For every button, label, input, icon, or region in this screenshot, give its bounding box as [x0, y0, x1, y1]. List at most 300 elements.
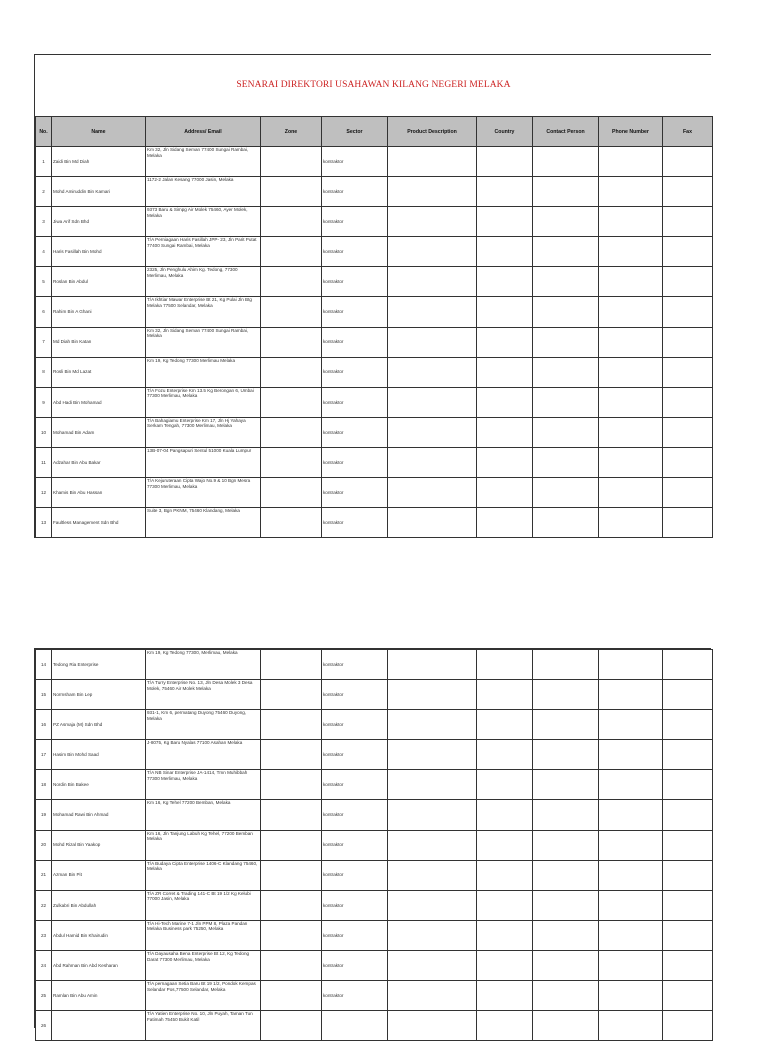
cell-sector: kontraktor — [322, 740, 388, 770]
cell-fax — [663, 417, 713, 447]
cell-contact — [533, 710, 599, 740]
cell-sector: kontraktor — [322, 207, 388, 237]
cell-no: 8 — [36, 357, 52, 387]
cell-zone — [261, 920, 322, 950]
cell-address: 13B-07-04 Pangsapuri Sentul 51000 Kuala Lumpur — [146, 447, 261, 477]
header-product: Product Description — [388, 117, 477, 147]
cell-no: 23 — [36, 920, 52, 950]
cell-name: Adzahar Bin Abu Bakar — [52, 447, 146, 477]
cell-name: Roslan Bin Abdul — [52, 267, 146, 297]
cell-country — [477, 478, 533, 508]
cell-sector: kontraktor — [322, 417, 388, 447]
cell-address: T/A Kejuruteraan Cipta Wajo No.9 & 10 Bgn Mesra 77300 Merlimau, Melaka — [146, 478, 261, 508]
table-row — [36, 860, 713, 890]
cell-contact — [533, 387, 599, 417]
directory-sheet-page-1 — [34, 54, 711, 538]
cell-product — [388, 297, 477, 327]
cell-no: 1 — [36, 147, 52, 177]
header-sector: Sector — [322, 117, 388, 147]
directory-table — [35, 116, 713, 538]
cell-product — [388, 710, 477, 740]
cell-fax — [663, 357, 713, 387]
cell-phone — [599, 710, 663, 740]
table-row — [36, 267, 713, 297]
cell-sector: kontraktor — [322, 387, 388, 417]
table-row — [36, 890, 713, 920]
header-fax: Fax — [663, 117, 713, 147]
cell-address: T/A Hi-Tech Marine 7-1 Jln PPM 8, Plaza Pandan Melaka Business park 75250, Melaka — [146, 920, 261, 950]
cell-contact — [533, 680, 599, 710]
cell-zone — [261, 237, 322, 267]
cell-contact — [533, 860, 599, 890]
cell-fax — [663, 650, 713, 680]
cell-address: T/A Yatien Enterprise No. 10, Jln Puyah, Taman Tun Fatimah 75450 Bukit Katil — [146, 1011, 261, 1041]
cell-no: 21 — [36, 860, 52, 890]
header-no: No. — [36, 117, 52, 147]
cell-fax — [663, 1011, 713, 1041]
cell-phone — [599, 508, 663, 538]
cell-phone — [599, 417, 663, 447]
cell-sector: kontraktor — [322, 147, 388, 177]
cell-fax — [663, 297, 713, 327]
table-row — [36, 147, 713, 177]
cell-no: 2 — [36, 177, 52, 207]
cell-fax — [663, 890, 713, 920]
cell-sector: kontraktor — [322, 800, 388, 830]
cell-product — [388, 981, 477, 1011]
cell-no: 12 — [36, 478, 52, 508]
cell-address: T/A Fozu Enterprise Km 13.5 Kg Berongan 6, Umbai 77300 Merlimau, Melaka — [146, 387, 261, 417]
cell-zone — [261, 890, 322, 920]
cell-zone — [261, 1011, 322, 1041]
cell-name: Nordin Bin Bakee — [52, 770, 146, 800]
table-row — [36, 327, 713, 357]
cell-contact — [533, 830, 599, 860]
cell-contact — [533, 650, 599, 680]
cell-phone — [599, 770, 663, 800]
cell-phone — [599, 147, 663, 177]
cell-fax — [663, 770, 713, 800]
cell-name: Mohd Amiruddin Bin Kamari — [52, 177, 146, 207]
cell-product — [388, 387, 477, 417]
cell-name: Azman Bin Pit — [52, 860, 146, 890]
cell-no: 5 — [36, 267, 52, 297]
cell-product — [388, 890, 477, 920]
cell-address: Km 19, Kg Tedong 77300, Merlimau, Melaka — [146, 650, 261, 680]
cell-address: T/A NB Sinar Enterprise JA-1414, Tmn Muhibbah 77300 Merlimau, Melaka — [146, 770, 261, 800]
cell-contact — [533, 800, 599, 830]
cell-name: Zulkabri Bin Abdullah — [52, 890, 146, 920]
cell-phone — [599, 950, 663, 980]
cell-zone — [261, 508, 322, 538]
cell-address: Km 32, Jln Sidang Seman 77400 Sungai Rambai, Melaka — [146, 327, 261, 357]
cell-name: Khamis Bin Abu Hassan — [52, 478, 146, 508]
header-country: Country — [477, 117, 533, 147]
cell-phone — [599, 267, 663, 297]
table-row — [36, 478, 713, 508]
cell-zone — [261, 147, 322, 177]
cell-no: 10 — [36, 417, 52, 447]
table-row — [36, 710, 713, 740]
cell-fax — [663, 950, 713, 980]
cell-name: Mohamad Bin Adam — [52, 417, 146, 447]
cell-phone — [599, 478, 663, 508]
directory-table-continued — [35, 649, 713, 1041]
cell-country — [477, 650, 533, 680]
cell-fax — [663, 740, 713, 770]
directory-sheet-page-2 — [34, 648, 711, 1028]
cell-sector: kontraktor — [322, 478, 388, 508]
cell-contact — [533, 267, 599, 297]
cell-product — [388, 357, 477, 387]
cell-name: Rahim Bin A Ghani — [52, 297, 146, 327]
cell-sector: kontraktor — [322, 680, 388, 710]
cell-sector: kontraktor — [322, 357, 388, 387]
cell-no: 24 — [36, 950, 52, 980]
cell-fax — [663, 981, 713, 1011]
cell-fax — [663, 237, 713, 267]
cell-product — [388, 920, 477, 950]
cell-address: T/A Budaya Cipta Enterprise 1406-C Klandang 75460, Melaka — [146, 860, 261, 890]
cell-contact — [533, 920, 599, 950]
cell-zone — [261, 981, 322, 1011]
cell-phone — [599, 740, 663, 770]
cell-fax — [663, 147, 713, 177]
cell-contact — [533, 147, 599, 177]
cell-product — [388, 147, 477, 177]
cell-country — [477, 327, 533, 357]
cell-fax — [663, 447, 713, 477]
cell-country — [477, 237, 533, 267]
cell-sector: kontraktor — [322, 297, 388, 327]
cell-product — [388, 478, 477, 508]
cell-phone — [599, 177, 663, 207]
cell-sector: kontraktor — [322, 710, 388, 740]
cell-product — [388, 740, 477, 770]
table-row — [36, 508, 713, 538]
cell-country — [477, 680, 533, 710]
table-row — [36, 177, 713, 207]
cell-phone — [599, 447, 663, 477]
cell-contact — [533, 417, 599, 447]
cell-zone — [261, 950, 322, 980]
cell-product — [388, 207, 477, 237]
cell-name: Haris Fasillah Bin Mohd — [52, 237, 146, 267]
cell-address: T/A Bahagiamu Enterprise Km 17, Jln Hj Yahaya Serkam Tengah, 77300 Merlimau, Melaka — [146, 417, 261, 447]
cell-no: 19 — [36, 800, 52, 830]
cell-zone — [261, 770, 322, 800]
cell-no: 17 — [36, 740, 52, 770]
cell-fax — [663, 800, 713, 830]
cell-sector: kontraktor — [322, 950, 388, 980]
cell-name: Abd Hadi Bin Mohamad — [52, 387, 146, 417]
cell-country — [477, 387, 533, 417]
cell-name — [52, 1011, 146, 1041]
cell-country — [477, 447, 533, 477]
cell-address: Km 16, Jln Tanjung Labuh Kg Tehel, 77200 Bemban Melaka — [146, 830, 261, 860]
cell-country — [477, 740, 533, 770]
cell-no: 25 — [36, 981, 52, 1011]
cell-no: 22 — [36, 890, 52, 920]
cell-product — [388, 237, 477, 267]
cell-name: Ramlan Bin Abu Amin — [52, 981, 146, 1011]
cell-country — [477, 920, 533, 950]
cell-address: T/A Turry Enterprise No. 13, Jln Desa Molek 3 Desa Molek, 75460 Air Molek Melaka — [146, 680, 261, 710]
cell-contact — [533, 890, 599, 920]
cell-contact — [533, 478, 599, 508]
cell-fax — [663, 508, 713, 538]
cell-name: Mohamad Rawi Bin Ahmad — [52, 800, 146, 830]
cell-country — [477, 770, 533, 800]
cell-no: 26 — [36, 1011, 52, 1041]
cell-no: 3 — [36, 207, 52, 237]
cell-phone — [599, 650, 663, 680]
cell-country — [477, 890, 533, 920]
table-row — [36, 830, 713, 860]
cell-contact — [533, 1011, 599, 1041]
cell-address: T/A Ikhtiar Mawar Enterprise Bt 21, Kg Pulai Jln Btg Melaka 77500 Selandar, Melaka — [146, 297, 261, 327]
cell-address: 931-1, Km 6, permatang Duyong 75460 Duyong, Melaka — [146, 710, 261, 740]
cell-fax — [663, 207, 713, 237]
cell-no: 18 — [36, 770, 52, 800]
cell-name: Mohd Rizal Bin Yaakop — [52, 830, 146, 860]
table-row — [36, 950, 713, 980]
table-row — [36, 680, 713, 710]
cell-country — [477, 177, 533, 207]
cell-sector: kontraktor — [322, 327, 388, 357]
cell-zone — [261, 478, 322, 508]
cell-sector: kontraktor — [322, 890, 388, 920]
cell-name: Normsham Bin Lep — [52, 680, 146, 710]
cell-phone — [599, 800, 663, 830]
cell-country — [477, 417, 533, 447]
cell-fax — [663, 860, 713, 890]
cell-contact — [533, 207, 599, 237]
cell-sector: kontraktor — [322, 650, 388, 680]
cell-contact — [533, 447, 599, 477]
cell-no: 4 — [36, 237, 52, 267]
cell-contact — [533, 327, 599, 357]
cell-address: 2325, Jln Penghulu Ahim Kg. Tedong, 77300 Merlimau, Melaka — [146, 267, 261, 297]
cell-phone — [599, 357, 663, 387]
cell-zone — [261, 740, 322, 770]
cell-product — [388, 950, 477, 980]
cell-country — [477, 950, 533, 980]
header-contact: Contact Person — [533, 117, 599, 147]
cell-sector: kontraktor — [322, 830, 388, 860]
cell-contact — [533, 770, 599, 800]
cell-product — [388, 267, 477, 297]
cell-zone — [261, 357, 322, 387]
cell-address: Suite 3, Bgn PKNM, 75460 Klandang, Melaka — [146, 508, 261, 538]
cell-contact — [533, 357, 599, 387]
cell-sector: kontraktor — [322, 267, 388, 297]
cell-address: 9373 Baru & Simpg Air Molek 75460, Ayer Molek, Melaka — [146, 207, 261, 237]
cell-contact — [533, 981, 599, 1011]
table-row — [36, 447, 713, 477]
cell-fax — [663, 387, 713, 417]
table-row — [36, 650, 713, 680]
cell-product — [388, 650, 477, 680]
cell-zone — [261, 297, 322, 327]
cell-sector: kontraktor — [322, 920, 388, 950]
table-row — [36, 237, 713, 267]
cell-fax — [663, 267, 713, 297]
cell-name: Abd Rahman Bin Abd Kesharan — [52, 950, 146, 980]
cell-zone — [261, 177, 322, 207]
cell-no: 15 — [36, 680, 52, 710]
document-title: SENARAI DIREKTORI USAHAWAN KILANG NEGERI MELAKA — [236, 80, 511, 90]
cell-fax — [663, 680, 713, 710]
cell-contact — [533, 508, 599, 538]
cell-zone — [261, 417, 322, 447]
cell-zone — [261, 267, 322, 297]
cell-zone — [261, 327, 322, 357]
cell-phone — [599, 860, 663, 890]
cell-product — [388, 417, 477, 447]
table-row — [36, 981, 713, 1011]
cell-product — [388, 680, 477, 710]
header-name: Name — [52, 117, 146, 147]
cell-contact — [533, 237, 599, 267]
cell-name: Jiwa Arif Sdn Bhd — [52, 207, 146, 237]
cell-fax — [663, 327, 713, 357]
cell-phone — [599, 327, 663, 357]
table-row — [36, 357, 713, 387]
cell-address: 1172-2 Jalan Kesang 77000 Jasin, Melaka — [146, 177, 261, 207]
cell-phone — [599, 830, 663, 860]
cell-country — [477, 357, 533, 387]
table-row — [36, 740, 713, 770]
cell-country — [477, 830, 533, 860]
cell-sector: kontraktor — [322, 237, 388, 267]
cell-address: T/A ZR Corret & Trading 141-C Bt 19 1/2 Kg Kelubi 77000 Jasin, Melaka — [146, 890, 261, 920]
cell-product — [388, 508, 477, 538]
cell-name: Md Diah Bin Katan — [52, 327, 146, 357]
cell-contact — [533, 177, 599, 207]
cell-product — [388, 447, 477, 477]
cell-phone — [599, 680, 663, 710]
cell-product — [388, 770, 477, 800]
cell-zone — [261, 800, 322, 830]
cell-contact — [533, 297, 599, 327]
cell-address: Km 16, Kg Tehel 77200 Bemban, Melaka — [146, 800, 261, 830]
cell-zone — [261, 447, 322, 477]
cell-name: Rosli Bin Md Lazat — [52, 357, 146, 387]
cell-sector: kontraktor — [322, 770, 388, 800]
cell-address: T/A Dayausaha Bena Enterprise Bt 12, Kg Tedong Darat 77300 Merlimau, Melaka — [146, 950, 261, 980]
cell-zone — [261, 680, 322, 710]
cell-no: 9 — [36, 387, 52, 417]
cell-no: 7 — [36, 327, 52, 357]
table-row — [36, 417, 713, 447]
cell-no: 6 — [36, 297, 52, 327]
cell-product — [388, 1011, 477, 1041]
cell-country — [477, 297, 533, 327]
cell-product — [388, 800, 477, 830]
cell-sector: kontraktor — [322, 860, 388, 890]
cell-phone — [599, 297, 663, 327]
table-row — [36, 1011, 713, 1041]
cell-fax — [663, 710, 713, 740]
cell-contact — [533, 950, 599, 980]
cell-name: Hasim Bin Mohd Saad — [52, 740, 146, 770]
cell-country — [477, 860, 533, 890]
cell-sector: kontraktor — [322, 508, 388, 538]
cell-product — [388, 860, 477, 890]
cell-country — [477, 710, 533, 740]
table-row — [36, 770, 713, 800]
cell-zone — [261, 387, 322, 417]
cell-phone — [599, 237, 663, 267]
cell-country — [477, 800, 533, 830]
cell-no: 20 — [36, 830, 52, 860]
table-row — [36, 207, 713, 237]
header-row — [36, 117, 713, 147]
table-row — [36, 800, 713, 830]
cell-address: Km 19, Kg Tedong 77300 Merlimau Melaka — [146, 357, 261, 387]
cell-sector: kontraktor — [322, 981, 388, 1011]
cell-address: Km 32, Jln Sidang Seman 77400 Sungai Rambai, Melaka — [146, 147, 261, 177]
cell-name: Abdul Hamid Bin Khairudin — [52, 920, 146, 950]
table-row — [36, 297, 713, 327]
cell-phone — [599, 920, 663, 950]
cell-zone — [261, 710, 322, 740]
cell-country — [477, 1011, 533, 1041]
cell-phone — [599, 981, 663, 1011]
cell-country — [477, 147, 533, 177]
cell-country — [477, 207, 533, 237]
cell-country — [477, 981, 533, 1011]
cell-phone — [599, 207, 663, 237]
cell-product — [388, 177, 477, 207]
cell-contact — [533, 740, 599, 770]
header-address: Address/ Email — [146, 117, 261, 147]
cell-country — [477, 508, 533, 538]
cell-fax — [663, 478, 713, 508]
header-zone: Zone — [261, 117, 322, 147]
cell-sector: kontraktor — [322, 447, 388, 477]
cell-address: T/A pernagaan Setia Baru Bt 19 1/2, Pondok Kempas Selandar Pos,77500 Selandar, Melaka — [146, 981, 261, 1011]
cell-no: 16 — [36, 710, 52, 740]
cell-sector — [322, 1011, 388, 1041]
cell-phone — [599, 387, 663, 417]
cell-name: Zaidi Bin Md Diah — [52, 147, 146, 177]
cell-fax — [663, 920, 713, 950]
cell-zone — [261, 207, 322, 237]
cell-sector: kontraktor — [322, 177, 388, 207]
cell-phone — [599, 890, 663, 920]
cell-no: 13 — [36, 508, 52, 538]
cell-fax — [663, 177, 713, 207]
cell-zone — [261, 830, 322, 860]
cell-name: Faultless Management Sdn Bhd — [52, 508, 146, 538]
cell-no: 14 — [36, 650, 52, 680]
table-row — [36, 920, 713, 950]
cell-address: T/A Perniagaan Haris Fasillah JPP- 23, Jln Parit Putat 77400 Sungai Rambai, Melaka — [146, 237, 261, 267]
cell-phone — [599, 1011, 663, 1041]
cell-product — [388, 830, 477, 860]
cell-fax — [663, 830, 713, 860]
cell-no: 11 — [36, 447, 52, 477]
cell-address: J-8075, Kg Baru Nyalas 77100 Asahan Melaka — [146, 740, 261, 770]
cell-country — [477, 267, 533, 297]
table-row — [36, 387, 713, 417]
cell-name: PZ Asmaja (M) Sdn Bhd — [52, 710, 146, 740]
header-phone: Phone Number — [599, 117, 663, 147]
cell-product — [388, 327, 477, 357]
cell-zone — [261, 860, 322, 890]
